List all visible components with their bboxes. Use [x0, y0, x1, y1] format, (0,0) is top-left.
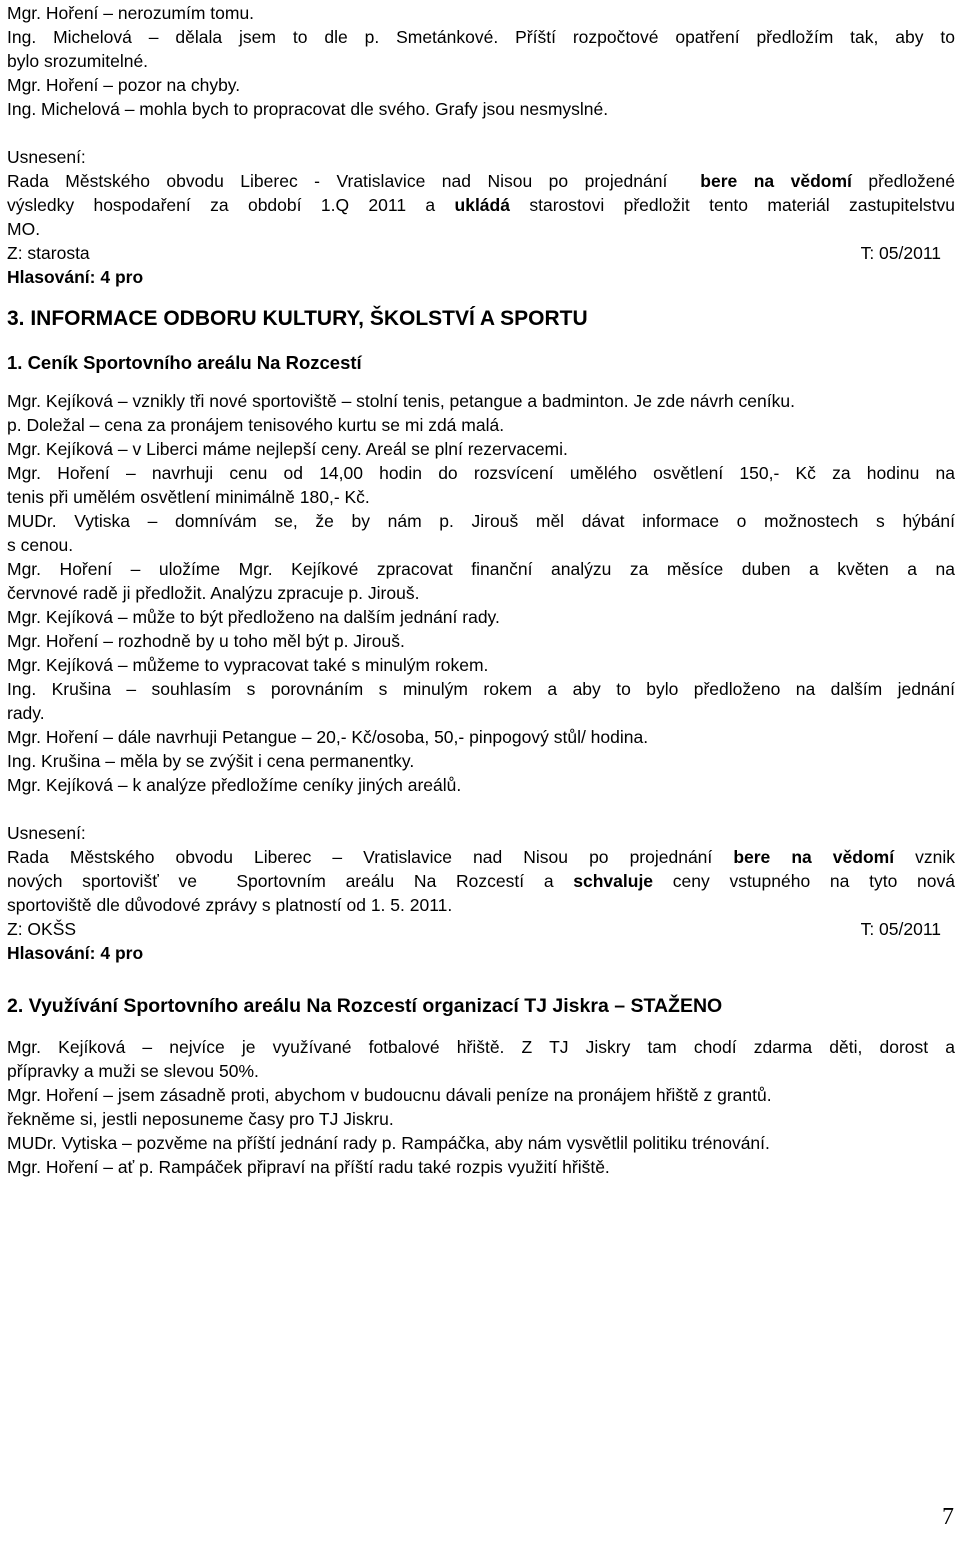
spacer	[7, 375, 955, 389]
responsible-person: Z: starosta	[7, 243, 90, 263]
spacer	[7, 1019, 955, 1035]
text-line	[7, 169, 955, 193]
text-line: s cenou.	[7, 535, 74, 555]
text-line: Ing. Krušina – měla by se zvýšit i cena permanentky.	[7, 751, 415, 771]
page-number: 7	[942, 1504, 954, 1530]
text-line: Mgr. Kejíková – může to být předloženo na dalším jednání rady.	[7, 607, 500, 627]
text-line: sportoviště dle důvodové zprávy s platností od 1. 5. 2011.	[7, 895, 453, 915]
text-line: Ing. Krušina – souhlasím s porovnáním s minulým rokem a aby to bylo předloženo na dalším jednání	[7, 679, 955, 699]
text-line: Mgr. Hoření – nerozumím tomu.	[7, 3, 255, 23]
document-page	[7, 0, 955, 1179]
text-line: Mgr. Kejíková – v Liberci máme nejlepší ceny. Areál se plní rezervacemi.	[7, 439, 568, 459]
spacer	[7, 333, 955, 351]
deadline: T: 05/2011	[860, 243, 941, 263]
text-line: MO.	[7, 219, 41, 239]
text-line: Mgr. Hoření – navrhuji cenu od 14,00 hodin do rozsvícení umělého osvětlení 150,- Kč za hodinu na	[7, 463, 955, 483]
text-line: Mgr. Hoření – dále navrhuji Petangue – 20,- Kč/osoba, 50,- pinpogový stůl/ hodina.	[7, 727, 649, 747]
deadline: T: 05/2011	[860, 919, 941, 939]
text-span: vznik	[915, 847, 955, 867]
text-line: Mgr. Kejíková – vznikly tři nové sportoviště – stolní tenis, petangue a badminton. Je zde návrh ceníku.	[7, 391, 795, 411]
text-line: p. Doležal – cena za pronájem tenisového kurtu se mi zdá malá.	[7, 415, 505, 435]
text-span: výsledky hospodaření za období 1.Q 2011 a	[7, 195, 436, 215]
text-span: Rada Městského obvodu Liberec – Vratislavice nad Nisou po projednání	[7, 847, 713, 867]
responsibility-row	[7, 917, 955, 941]
text-line: bylo srozumitelné.	[7, 51, 149, 71]
text-line: Mgr. Kejíková – můžeme to vypracovat také s minulým rokem.	[7, 655, 489, 675]
text-line: Mgr. Hoření – rozhodně by u toho měl být p. Jirouš.	[7, 631, 405, 651]
vote-result: Hlasování: 4 pro	[7, 943, 144, 963]
text-line	[7, 193, 955, 217]
text-line: Ing. Michelová – mohla bych to propracovat dle svého. Grafy jsou nesmyslné.	[7, 99, 609, 119]
discussion-top	[7, 1, 955, 121]
text-line: MUDr. Vytiska – pozvěme na příští jednání rady p. Rampáčka, aby nám vysvětlil politiku trénování.	[7, 1133, 770, 1153]
resolution-1	[7, 145, 955, 289]
text-line: Mgr. Hoření – jsem zásadně proti, abychom v budoucnu dávali peníze na pronájem hřiště z grantů.	[7, 1085, 772, 1105]
text-line: tenis při umělém osvětlení minimálně 180,- Kč.	[7, 487, 370, 507]
text-line	[7, 845, 955, 869]
section-heading: 3. INFORMACE ODBORU KULTURY, ŠKOLSTVÍ A SPORTU	[7, 307, 588, 330]
resolution-heading: Usnesení:	[7, 147, 86, 167]
text-line: řekněme si, jestli neposuneme časy pro TJ Jiskru.	[7, 1109, 394, 1129]
text-line: MUDr. Vytiska – domnívám se, že by nám p. Jirouš měl dávat informace o možnostech s hýbání	[7, 511, 955, 531]
text-line: rady.	[7, 703, 45, 723]
agenda-item-2	[7, 993, 955, 1179]
bold-text: ukládá	[454, 195, 510, 215]
spacer	[7, 121, 955, 145]
text-span: nových sportovišť ve Sportovním areálu Na Rozcestí a	[7, 871, 554, 891]
text-span: předložené	[868, 171, 955, 191]
bold-text: schvaluje	[573, 871, 654, 891]
responsible-person: Z: OKŠS	[7, 919, 77, 939]
text-span: starostovi předložit tento materiál zastupitelstvu	[529, 195, 956, 215]
responsibility-row	[7, 241, 955, 265]
text-line	[7, 869, 955, 893]
spacer	[7, 289, 955, 299]
item-heading: 1. Ceník Sportovního areálu Na Rozcestí	[7, 352, 362, 373]
resolution-heading: Usnesení:	[7, 823, 86, 843]
text-line: Mgr. Hoření – uložíme Mgr. Kejíkové zpracovat finanční analýzu za měsíce duben a květen a na	[7, 559, 955, 579]
text-line: Mgr. Kejíková – k analýze předložíme ceníky jiných areálů.	[7, 775, 462, 795]
resolution-2	[7, 821, 955, 965]
spacer	[7, 797, 955, 821]
text-line: Mgr. Hoření – ať p. Rampáček připraví na příští radu také rozpis využití hřiště.	[7, 1157, 610, 1177]
text-line: Ing. Michelová – dělala jsem to dle p. Smetánkové. Příští rozpočtové opatření předložím tak, aby to	[7, 27, 955, 47]
bold-text: bere na vědomí	[733, 847, 895, 867]
text-line: přípravky a muži se slevou 50%.	[7, 1061, 259, 1081]
text-line: červnové radě ji předložit. Analýzu zpracuje p. Jirouš.	[7, 583, 420, 603]
bold-text: bere na vědomí	[700, 171, 852, 191]
spacer	[7, 965, 955, 993]
vote-result: Hlasování: 4 pro	[7, 267, 144, 287]
text-line: Mgr. Kejíková – nejvíce je využívané fotbalové hřiště. Z TJ Jiskry tam chodí zdarma děti, dorost a	[7, 1037, 955, 1057]
item-heading: 2. Využívání Sportovního areálu Na Rozcestí organizací TJ Jiskra – STAŽENO	[7, 995, 723, 1017]
agenda-item-1	[7, 351, 955, 797]
text-span: ceny vstupného na tyto nová	[672, 871, 955, 891]
text-span: Rada Městského obvodu Liberec - Vratislavice nad Nisou po projednání	[7, 171, 668, 191]
text-line: Mgr. Hoření – pozor na chyby.	[7, 75, 241, 95]
